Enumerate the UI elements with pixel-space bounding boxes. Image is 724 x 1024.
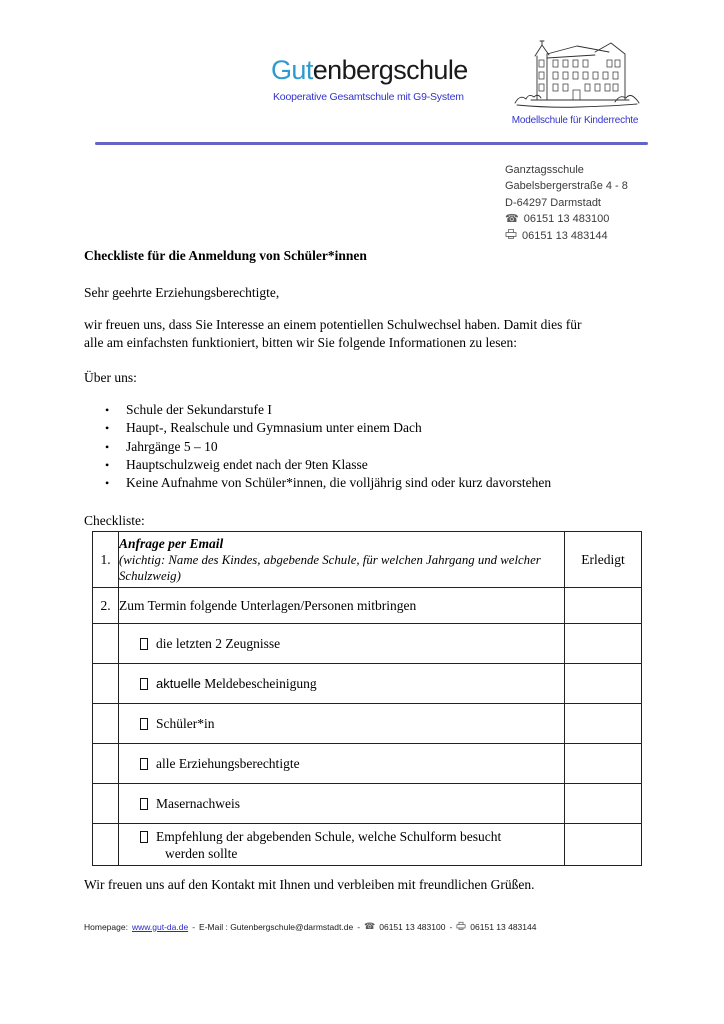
table-row [93, 744, 642, 784]
address-line-school-type: Ganztagsschule [505, 164, 584, 176]
checkbox-icon [140, 798, 148, 810]
homepage-label: Homepage: [84, 921, 128, 932]
checkbox-icon [140, 638, 148, 650]
checkbox-icon [140, 758, 148, 770]
address-block [505, 162, 628, 244]
list-item: • Keine Aufnahme von Schüler*innen, die volljährig sind oder kurz davorstehen [84, 474, 551, 492]
intro-line-1: wir freuen uns, dass Sie Interesse an einem potentiellen Schulwechsel haben. Damit dies für [84, 317, 582, 332]
done-cell [565, 588, 642, 624]
row-content-cell [119, 624, 565, 664]
done-header: Erledigt [581, 551, 625, 567]
footer-fax: 06151 13 483144 [470, 921, 537, 932]
school-logo-wordmark [271, 57, 468, 84]
row-number-cell [93, 784, 119, 824]
row-content-cell [119, 704, 565, 744]
address-line-city: D-64297 Darmstadt [505, 196, 601, 209]
list-item: • Schule der Sekundarstufe I [84, 401, 551, 419]
checkbox-icon [140, 678, 148, 690]
page-title: Checkliste für die Anmeldung von Schüler*innen [84, 248, 367, 263]
done-cell [565, 704, 642, 744]
fax-icon [505, 228, 517, 244]
done-cell [565, 624, 642, 664]
footer-separator: - [192, 921, 196, 932]
row-content-cell [119, 744, 565, 784]
row-content-cell [119, 532, 565, 588]
done-cell [565, 744, 642, 784]
address-fax-line [505, 228, 628, 244]
checkbox-icon [140, 718, 148, 730]
footer-email: E-Mail : Gutenbergschule@darmstadt.de [199, 921, 354, 932]
school-logo-caption: Modellschule für Kinderrechte [511, 115, 639, 126]
row-title: Anfrage per Email [119, 535, 224, 551]
table-row [93, 588, 642, 624]
wordmark-rest: enbergschule [312, 55, 468, 85]
closing-line: Wir freuen uns auf den Kontakt mit Ihnen und verbleiben mit freundlichen Grüßen. [84, 877, 535, 892]
about-us-label: Über uns: [84, 370, 137, 385]
footer-separator: - [357, 921, 361, 932]
row-note: (wichtig: Name des Kindes, abgebende Schule, für welchen Jahrgang und welcher Schulzweig) [119, 552, 541, 583]
checklist-table [92, 531, 642, 866]
header-divider [95, 142, 648, 145]
table-row [93, 624, 642, 664]
table-row [93, 532, 642, 588]
row-text: Schüler*in [156, 716, 215, 731]
checkbox-icon [140, 831, 148, 843]
table-row [93, 704, 642, 744]
row-text: Zum Termin folgende Unterlagen/Personen mitbringen [119, 597, 417, 613]
table-row [93, 824, 642, 866]
done-cell [565, 664, 642, 704]
address-phone-number: 06151 13 483100 [523, 213, 610, 226]
row-number: 1. [100, 551, 111, 567]
row-text-sans: aktuelle [156, 676, 201, 691]
row-number-cell [93, 704, 119, 744]
table-row [93, 664, 642, 704]
list-item: • Jahrgänge 5 – 10 [84, 438, 551, 456]
row-number-cell [93, 744, 119, 784]
table-row [93, 784, 642, 824]
row-number-cell [93, 824, 119, 866]
phone-icon: ☎ [364, 921, 376, 931]
homepage-link[interactable]: www.gut-da.de [131, 921, 189, 932]
address-phone-line [505, 211, 628, 227]
about-us-bullet-list [84, 401, 551, 492]
row-number-cell [93, 588, 119, 624]
address-line-street: Gabelsbergerstraße 4 - 8 [505, 180, 628, 193]
row-text: die letzten 2 Zeugnisse [156, 636, 281, 651]
phone-icon: ☎ [505, 212, 519, 225]
intro-line-2: alle am einfachsten funktioniert, bitten wir Sie folgende Informationen zu lesen: [84, 335, 517, 350]
address-fax-number: 06151 13 483144 [522, 229, 608, 242]
row-content-cell [119, 588, 565, 624]
school-building-sketch-svg [511, 40, 643, 114]
page-footer [84, 921, 536, 932]
row-number: 2. [100, 597, 111, 613]
intro-paragraph [84, 316, 581, 352]
row-number-cell [93, 664, 119, 704]
row-content-cell [119, 784, 565, 824]
row-text: alle Erziehungsberechtigte [156, 756, 300, 771]
row-content-cell [119, 824, 565, 866]
done-cell [565, 824, 642, 866]
list-item: • Haupt-, Realschule und Gymnasium unter einem Dach [84, 419, 551, 437]
row-text: Masernachweis [156, 796, 240, 811]
wordmark-highlight: Gut [271, 55, 313, 85]
done-header-cell [565, 532, 642, 588]
row-text [156, 675, 317, 692]
footer-separator: - [449, 921, 453, 932]
checklist-label: Checkliste: [84, 513, 145, 528]
school-building-sketch [511, 40, 643, 114]
school-logo-subtitle: Kooperative Gesamtschule mit G9-System [273, 91, 464, 103]
row-text-serif: Meldebescheinigung [200, 676, 317, 691]
row-content-cell [119, 664, 565, 704]
row-number-cell [93, 532, 119, 588]
row-text: Empfehlung der abgebenden Schule, welche Schulform besucht werden sollte [156, 828, 502, 861]
salutation: Sehr geehrte Erziehungsberechtigte, [84, 285, 280, 300]
done-cell [565, 784, 642, 824]
row-number-cell [93, 624, 119, 664]
list-item: • Hauptschulzweig endet nach der 9ten Klasse [84, 456, 551, 474]
footer-phone: 06151 13 483100 [379, 921, 446, 932]
fax-icon [456, 921, 466, 932]
